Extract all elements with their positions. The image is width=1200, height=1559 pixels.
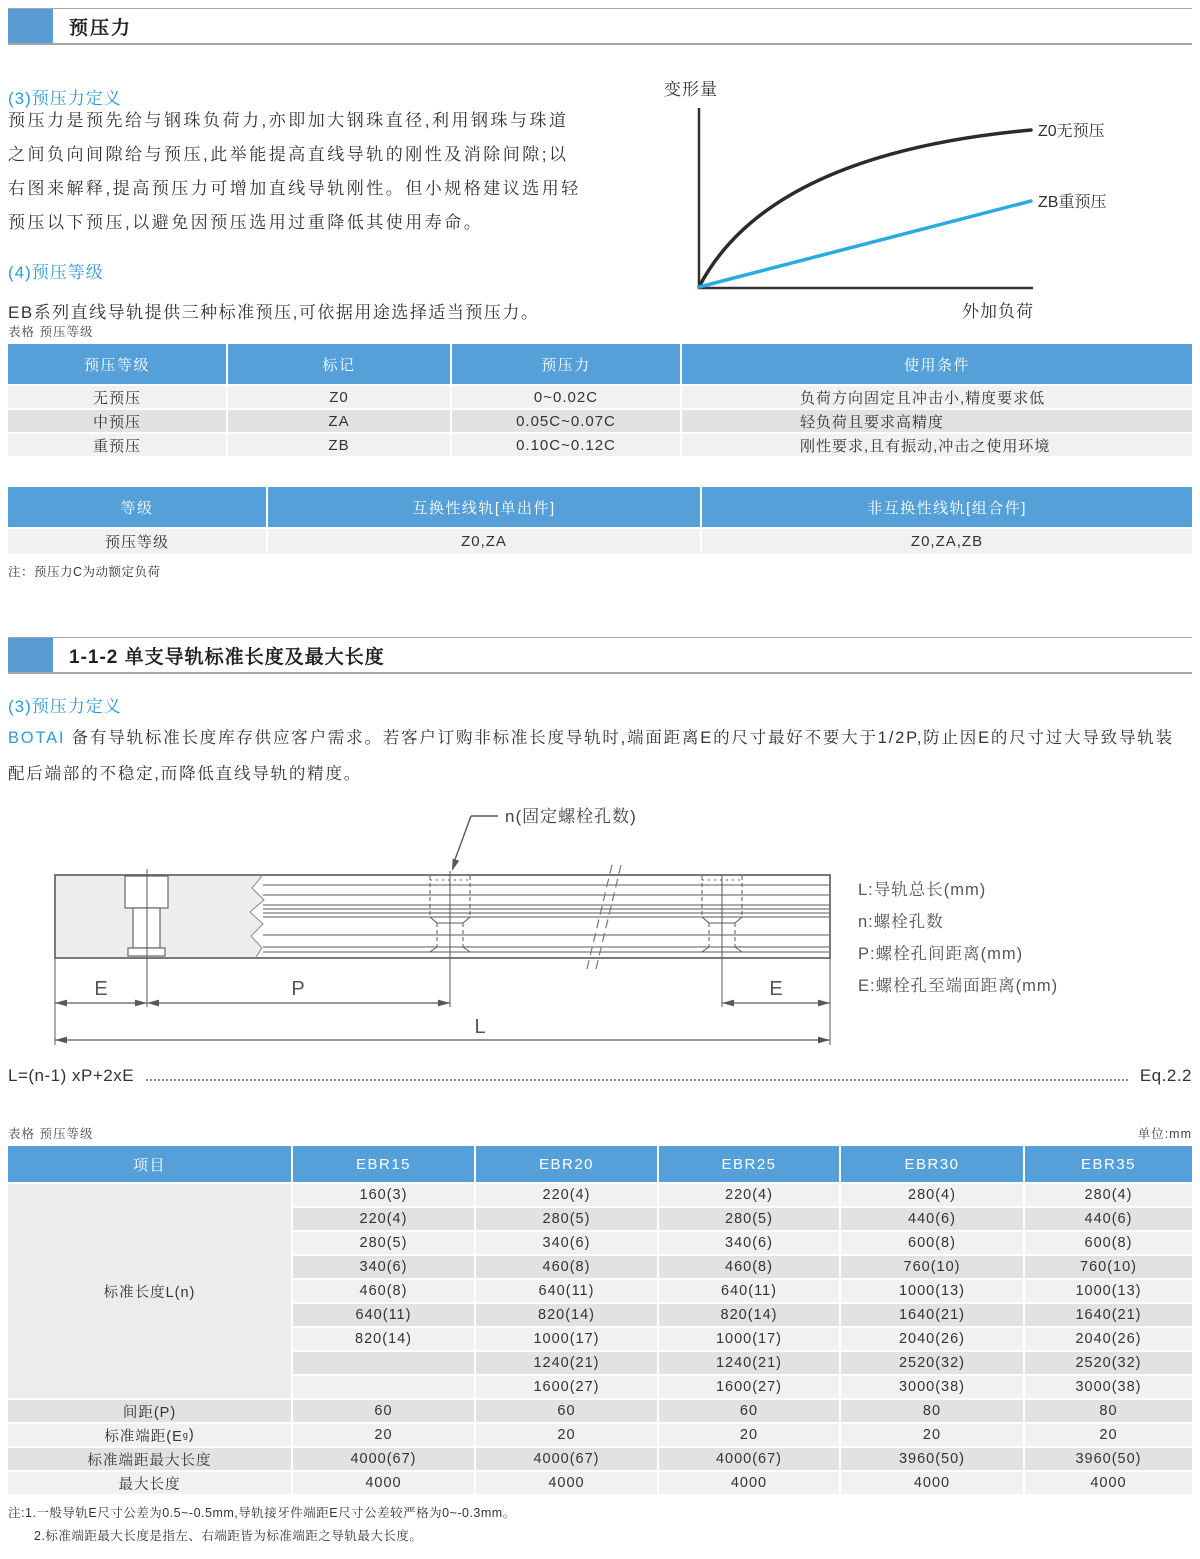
callout-leader bbox=[452, 816, 498, 871]
table3-cell: 640(11) bbox=[293, 1304, 474, 1326]
heading-length-definition: (3)预压力定义 bbox=[8, 697, 122, 716]
preload-grade-table bbox=[8, 344, 1192, 456]
table1-cell: ZB bbox=[228, 434, 450, 456]
table3-cell: 80 bbox=[841, 1400, 1023, 1422]
table3-cell: 280(4) bbox=[841, 1184, 1023, 1206]
chart-series-label-zb: ZB重预压 bbox=[1038, 194, 1107, 211]
table3-row-label: 最大长度 bbox=[8, 1472, 291, 1494]
table3-header-cell: 项目 bbox=[8, 1146, 291, 1182]
table3-cell: 280(5) bbox=[293, 1232, 474, 1254]
paragraph-line: 配后端部的不稳定,而降低直线导轨的精度。 bbox=[8, 765, 363, 783]
interchangeability-table bbox=[8, 487, 1192, 554]
paragraph-text: 备有导轨标准长度库存供应客户需求。若客户订购非标准长度导轨时,端面距离E的尺寸最好不要大于1/2P,防止因E的尺寸过大导致导轨装 bbox=[65, 729, 1174, 747]
table3-cell: 3000(38) bbox=[841, 1376, 1023, 1398]
table2-cell: 预压等级 bbox=[8, 529, 266, 554]
table3-cell: 820(14) bbox=[293, 1328, 474, 1350]
table1-cell: 负荷方向固定且冲击小,精度要求低 bbox=[682, 386, 1192, 408]
table3-cell: 820(14) bbox=[476, 1304, 657, 1326]
chart-curve-z0 bbox=[699, 130, 1031, 287]
table3-cell: 820(14) bbox=[659, 1304, 839, 1326]
paragraph-rail-length bbox=[8, 720, 1198, 792]
table3-cell: 440(6) bbox=[1025, 1208, 1192, 1230]
table3-cell: 4000 bbox=[476, 1472, 657, 1494]
table3-cell: 4000 bbox=[293, 1472, 474, 1494]
table1-caption: 表格 预压等级 bbox=[8, 325, 94, 339]
section-title-rail-length: 1-1-2 单支导轨标准长度及最大长度 bbox=[69, 646, 385, 668]
table1-cell: 0.10C~0.12C bbox=[452, 434, 680, 456]
table3-cell: 20 bbox=[841, 1424, 1023, 1446]
standard-length-table bbox=[8, 1146, 1192, 1494]
paragraph-preload-definition bbox=[8, 104, 581, 240]
table3-cell: 4000 bbox=[659, 1472, 839, 1494]
preload-deformation-chart bbox=[640, 62, 1200, 327]
table3-cell: 3960(50) bbox=[1025, 1448, 1192, 1470]
paragraph-line: 预压以下预压,以避免因预压选用过重降低其使用寿命。 bbox=[8, 213, 484, 232]
table3-cell: 340(6) bbox=[659, 1232, 839, 1254]
section-title-preload: 预压力 bbox=[69, 17, 133, 39]
table1-cell: 中预压 bbox=[8, 410, 226, 432]
table3-cell: 1240(21) bbox=[476, 1352, 657, 1374]
table3-cell: 280(4) bbox=[1025, 1184, 1192, 1206]
table3-cell: 440(6) bbox=[841, 1208, 1023, 1230]
table1-cell: 重预压 bbox=[8, 434, 226, 456]
table3-cell: 1600(27) bbox=[659, 1376, 839, 1398]
table1-cell: 无预压 bbox=[8, 386, 226, 408]
table2-header-cell: 互换性线轨[单出件] bbox=[268, 487, 700, 527]
table3-cell: 640(11) bbox=[659, 1280, 839, 1302]
table3-cell: 80 bbox=[1025, 1400, 1192, 1422]
table3-cell: 280(5) bbox=[476, 1208, 657, 1230]
table3-cell: 460(8) bbox=[659, 1256, 839, 1278]
table3-cell: 760(10) bbox=[841, 1256, 1023, 1278]
chart-x-axis-label: 外加负荷 bbox=[962, 302, 1034, 321]
table3-cell: 760(10) bbox=[1025, 1256, 1192, 1278]
table3-cell: 20 bbox=[476, 1424, 657, 1446]
table3-cell: 160(3) bbox=[293, 1184, 474, 1206]
table3-cell: 1000(17) bbox=[476, 1328, 657, 1350]
table3-cell: 20 bbox=[293, 1424, 474, 1446]
table3-cell: 1240(21) bbox=[659, 1352, 839, 1374]
chart-y-axis-label: 变形量 bbox=[664, 80, 718, 99]
section-header-rail-length bbox=[8, 637, 1192, 674]
chart-line-zb bbox=[699, 201, 1031, 287]
brand-name: BOTAI bbox=[8, 729, 66, 747]
table3-cell: 3960(50) bbox=[841, 1448, 1023, 1470]
dim-label-e-right: E bbox=[769, 978, 783, 1000]
heading-preload-grade: (4)预压等级 bbox=[8, 263, 104, 282]
paragraph-line: 右图来解释,提高预压力可增加直线导轨刚性。但小规格建议选用轻 bbox=[8, 179, 581, 198]
table2-cell: Z0,ZA,ZB bbox=[702, 529, 1192, 554]
bolt-hole-hidden-lines bbox=[430, 876, 742, 952]
table3-cell: 2040(26) bbox=[841, 1328, 1023, 1350]
table3-cell: 2040(26) bbox=[1025, 1328, 1192, 1350]
table3-row-label: 标准端距(E g ) bbox=[8, 1424, 291, 1446]
chart-series-label-z0: Z0无预压 bbox=[1038, 123, 1105, 140]
table3-header-cell: EBR30 bbox=[841, 1146, 1023, 1182]
table3-cell: 280(5) bbox=[659, 1208, 839, 1230]
table3-cell: 4000(67) bbox=[659, 1448, 839, 1470]
paragraph-line: EB系列直线导轨提供三种标准预压,可依据用途选择适当预压力。 bbox=[8, 303, 540, 322]
table3-row-label: 标准端距最大长度 bbox=[8, 1448, 291, 1470]
table1-cell: 轻负荷且要求高精度 bbox=[682, 410, 1192, 432]
table2-header-cell: 非互换性线轨[组合件] bbox=[702, 487, 1192, 527]
table1-cell: 0.05C~0.07C bbox=[452, 410, 680, 432]
table3-cell: 600(8) bbox=[1025, 1232, 1192, 1254]
table1-cell: 刚性要求,且有振动,冲击之使用环境 bbox=[682, 434, 1192, 456]
table3-std-length-label: 标准长度L(n) bbox=[8, 1184, 291, 1398]
table3-header-cell: EBR25 bbox=[659, 1146, 839, 1182]
table3-cell: 3000(38) bbox=[1025, 1376, 1192, 1398]
table3-header-cell: EBR35 bbox=[1025, 1146, 1192, 1182]
table3-header-cell: EBR20 bbox=[476, 1146, 657, 1182]
break-lines bbox=[586, 865, 621, 973]
table3-cell: 1640(21) bbox=[841, 1304, 1023, 1326]
table3-cell: 1600(27) bbox=[476, 1376, 657, 1398]
length-formula-row bbox=[8, 1066, 1192, 1086]
dim-label-p: P bbox=[291, 978, 305, 1000]
table3-cell: 4000(67) bbox=[293, 1448, 474, 1470]
table2-note: 注：预压力C为动额定负荷 bbox=[8, 565, 161, 579]
table3-cell: 460(8) bbox=[293, 1280, 474, 1302]
table1-cell: Z0 bbox=[228, 386, 450, 408]
table1-cell: 0~0.02C bbox=[452, 386, 680, 408]
table3-cell: 60 bbox=[659, 1400, 839, 1422]
table3-cell bbox=[293, 1352, 474, 1374]
rail-dimension-diagram bbox=[0, 795, 1200, 1060]
diagram-legend bbox=[858, 880, 1058, 995]
heading-preload-definition: (3)预压力定义 bbox=[8, 89, 122, 108]
table1-header-cell: 标记 bbox=[228, 344, 450, 384]
rail-body bbox=[55, 875, 830, 958]
table3-cell bbox=[293, 1376, 474, 1398]
table2-header-cell: 等级 bbox=[8, 487, 266, 527]
formula-eq-label: Eq.2.2 bbox=[1139, 1066, 1192, 1085]
table3-cell: 20 bbox=[659, 1424, 839, 1446]
table3-row-label: 间距(P) bbox=[8, 1400, 291, 1422]
section-header-preload bbox=[8, 8, 1192, 45]
table3-caption: 表格 预压等级 bbox=[8, 1127, 94, 1141]
bolt-hole-callout-label: n(固定螺栓孔数) bbox=[505, 807, 637, 826]
paragraph-line: 预压力是预先给与钢珠负荷力,亦即加大钢珠直径,利用钢珠与珠道 bbox=[8, 111, 569, 130]
table3-cell: 340(6) bbox=[476, 1232, 657, 1254]
table3-cell: 60 bbox=[476, 1400, 657, 1422]
dim-label-l: L bbox=[474, 1016, 486, 1038]
paragraph-line bbox=[8, 720, 1198, 756]
dim-label-e-left: E bbox=[94, 978, 108, 1000]
table3-cell: 220(4) bbox=[476, 1184, 657, 1206]
table3-cell: 2520(32) bbox=[1025, 1352, 1192, 1374]
note-line: 注:1.一般导轨E尺寸公差为0.5~-0.5mm,导轨接牙件端距E尺寸公差较严格为0~-0.3mm。 bbox=[8, 1506, 516, 1520]
table3-cell: 1000(13) bbox=[841, 1280, 1023, 1302]
table3-unit: 单位:mm bbox=[1137, 1127, 1192, 1141]
formula-expression: L=(n-1) xP+2xE bbox=[8, 1066, 135, 1085]
table3-cell: 1640(21) bbox=[1025, 1304, 1192, 1326]
table1-header-cell: 使用条件 bbox=[682, 344, 1192, 384]
dimension-lines bbox=[55, 1003, 830, 1040]
table3-notes bbox=[8, 1502, 516, 1548]
table3-cell: 340(6) bbox=[293, 1256, 474, 1278]
table1-header-cell: 预压等级 bbox=[8, 344, 226, 384]
table3-header-cell: EBR15 bbox=[293, 1146, 474, 1182]
table3-cell: 600(8) bbox=[841, 1232, 1023, 1254]
table3-cell: 60 bbox=[293, 1400, 474, 1422]
paragraph-line: 之间负向间隙给与预压,此举能提高直线导轨的刚性及消除间隙;以 bbox=[8, 145, 569, 164]
table3-cell: 640(11) bbox=[476, 1280, 657, 1302]
section-accent-block bbox=[8, 9, 53, 43]
table3-cell: 460(8) bbox=[476, 1256, 657, 1278]
table3-cell: 4000(67) bbox=[476, 1448, 657, 1470]
legend-line-e: E:螺栓孔至端面距离(mm) bbox=[858, 977, 1059, 995]
dotted-leader bbox=[146, 1078, 1128, 1081]
table3-cell: 4000 bbox=[1025, 1472, 1192, 1494]
table3-cell: 1000(13) bbox=[1025, 1280, 1192, 1302]
note-line: 2.标准端距最大长度是指左、右端距皆为标准端距之导轨最大长度。 bbox=[34, 1529, 423, 1543]
table3-cell: 2520(32) bbox=[841, 1352, 1023, 1374]
table1-cell: ZA bbox=[228, 410, 450, 432]
legend-line-l: L:导轨总长(mm) bbox=[858, 881, 987, 899]
table1-header-cell: 预压力 bbox=[452, 344, 680, 384]
table3-cell: 4000 bbox=[841, 1472, 1023, 1494]
legend-line-n: n:螺栓孔数 bbox=[858, 913, 944, 931]
table3-cell: 20 bbox=[1025, 1424, 1192, 1446]
section-accent-block bbox=[8, 638, 53, 672]
table2-cell: Z0,ZA bbox=[268, 529, 700, 554]
table3-cell: 1000(17) bbox=[659, 1328, 839, 1350]
table3-cell: 220(4) bbox=[659, 1184, 839, 1206]
table3-caption-row bbox=[8, 1124, 1192, 1142]
legend-line-p: P:螺栓孔间距离(mm) bbox=[858, 945, 1024, 963]
dimension-arrowheads bbox=[55, 1000, 830, 1044]
table3-cell: 220(4) bbox=[293, 1208, 474, 1230]
